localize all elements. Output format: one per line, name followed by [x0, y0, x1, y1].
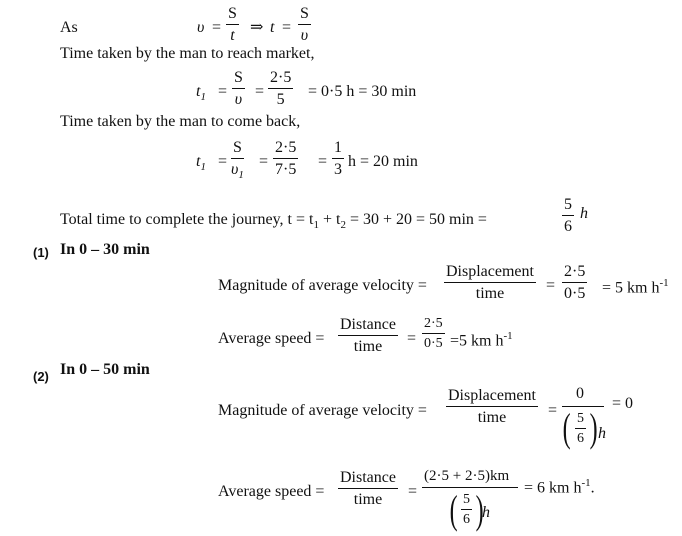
- velocity-label: Magnitude of average velocity =: [218, 277, 427, 294]
- numerator: 5: [575, 412, 586, 429]
- one-third-fraction: [332, 140, 344, 178]
- numerator: 2·5: [562, 264, 587, 283]
- numerator: Displacement: [446, 388, 538, 407]
- numerator: S: [298, 6, 311, 25]
- equals-sign: =: [218, 153, 228, 170]
- fraction-bar-2: [422, 487, 518, 488]
- equals-sign: =: [548, 402, 558, 419]
- part1-marker: (1): [33, 245, 49, 260]
- five-sixths-fraction: [562, 197, 574, 235]
- denominator: υ: [234, 91, 243, 108]
- hour-unit-2: h: [482, 504, 490, 521]
- denominator: time: [353, 338, 383, 355]
- left-paren-2: (: [449, 487, 458, 532]
- s-over-v-fraction: [298, 6, 311, 44]
- displacement-time-fraction: [444, 264, 536, 302]
- numerator: 5: [461, 493, 472, 510]
- total-line: Total time to complete the journey, $t = t_1 + t_2 = 30 + 20 = 50$ min =: [60, 211, 487, 232]
- part1-heading: In 0 – 30 min: [60, 241, 150, 258]
- right-paren-2: ): [475, 487, 484, 532]
- numerator: 2·5: [268, 70, 293, 89]
- equals-sign: =: [212, 19, 222, 36]
- denominator: 0·5: [564, 285, 586, 302]
- hour-unit: h: [580, 205, 588, 222]
- five-sixths-fraction-2: [461, 493, 472, 527]
- speed-result: = 6 km $h^{-1}$.: [524, 477, 595, 497]
- value-fraction: [562, 264, 587, 302]
- s-over-v1-fraction: [231, 140, 244, 181]
- distance-time-fraction: [338, 470, 398, 508]
- denominator: 6: [463, 512, 470, 527]
- denominator: 0·5: [424, 336, 443, 351]
- t1-symbol: $t_1$: [196, 83, 206, 104]
- numerator: 1: [332, 140, 344, 159]
- t1-symbol: $t_1$: [196, 153, 206, 174]
- time-symbol: t: [270, 19, 275, 36]
- zero-numerator: 0: [576, 385, 584, 402]
- value-fraction-2: [422, 317, 445, 351]
- equals-sign-2: =: [282, 19, 292, 36]
- five-sixths-fraction: [575, 412, 586, 446]
- part2-heading: In 0 – 50 min: [60, 361, 150, 378]
- numerator: 2·5: [422, 317, 445, 334]
- velocity-result: = 5 km $h^{-1}$: [602, 277, 669, 297]
- denominator: time: [353, 491, 383, 508]
- s-over-v-fraction: [232, 70, 245, 108]
- speed-label: Average speed =: [218, 483, 325, 500]
- numerator: Distance: [338, 470, 398, 489]
- back-result: h = 20 min: [348, 153, 418, 170]
- velocity-label: Magnitude of average velocity =: [218, 402, 427, 419]
- numerator: S: [232, 70, 245, 89]
- part2-marker: (2): [33, 369, 49, 384]
- denominator: 3: [334, 161, 342, 178]
- left-paren: (: [562, 405, 571, 450]
- s-over-t-fraction: [226, 6, 239, 44]
- equals-sign: =: [218, 83, 228, 100]
- denominator: 6: [577, 431, 584, 446]
- equals-sign-2: =: [407, 330, 417, 347]
- going-result: = 0·5 h = 30 min: [308, 83, 417, 100]
- speed-result: =5 km $h^{-1}$: [450, 330, 513, 350]
- text-going: Time taken by the man to reach market,: [60, 45, 315, 62]
- equals-sign-2: =: [255, 83, 265, 100]
- denominator: time: [475, 285, 505, 302]
- denominator: 7·5: [275, 161, 297, 178]
- numerator: Displacement: [444, 264, 536, 283]
- numerator: 2·5: [273, 140, 298, 159]
- numerator: 5: [562, 197, 574, 216]
- sum-numerator: (2·5 + 2·5)km: [424, 468, 510, 484]
- displacement-time-fraction: [446, 388, 538, 426]
- text-back: Time taken by the man to come back,: [60, 113, 301, 130]
- denominator: $\upsilon_1$: [231, 161, 244, 182]
- speed-label: Average speed =: [218, 330, 325, 347]
- hour-unit: h: [598, 425, 606, 442]
- denominator: time: [477, 409, 507, 426]
- distance-speed-fraction: [273, 140, 298, 178]
- distance-speed-fraction: [268, 70, 293, 108]
- equals-sign-2: =: [259, 153, 269, 170]
- implies-arrow: ⇒: [250, 19, 264, 36]
- equals-sign-2: =: [408, 483, 418, 500]
- distance-time-fraction: [338, 317, 398, 355]
- denominator: 6: [564, 218, 572, 235]
- velocity-result: = 0: [612, 395, 634, 412]
- velocity-symbol: υ: [197, 19, 205, 36]
- right-paren: ): [589, 405, 598, 450]
- denominator: 5: [276, 91, 285, 108]
- denominator: υ: [300, 27, 309, 44]
- numerator: S: [226, 6, 239, 25]
- as-label: As: [60, 19, 78, 36]
- denominator: t: [230, 27, 235, 44]
- equals-sign: =: [546, 277, 556, 294]
- numerator: S: [231, 140, 244, 159]
- equals-sign-3: =: [318, 153, 328, 170]
- numerator: Distance: [338, 317, 398, 336]
